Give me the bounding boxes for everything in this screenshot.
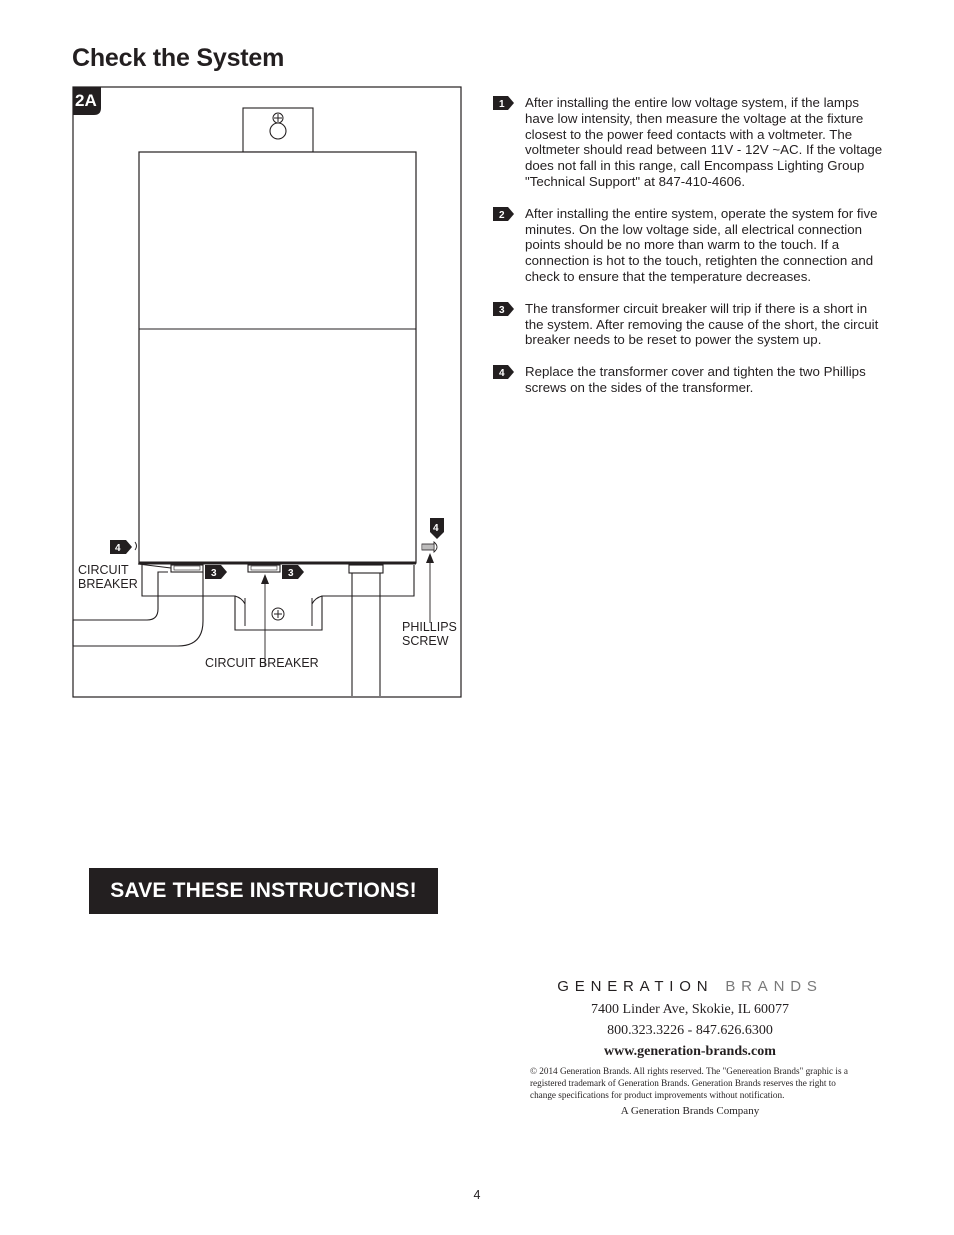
step-2-badge-icon [493, 207, 515, 221]
housing-screw-icon [272, 608, 284, 620]
figure-id: 2A [75, 91, 97, 110]
svg-text:3: 3 [288, 568, 294, 579]
page-title: Check the System [72, 44, 285, 72]
brand-logo [530, 978, 850, 995]
footer-address: 7400 Linder Ave, Skokie, IL 60077 [591, 1002, 789, 1017]
step-4-text: Replace the transformer cover and tighten the two Phillips screws on the sides of the transformer. [525, 364, 866, 395]
step-4-badge-icon [493, 365, 515, 379]
label-circuit-breaker-left: CIRCUIT BREAKER [78, 563, 138, 591]
step-1-badge-icon [493, 96, 515, 110]
brand-primary: GENERATION [557, 978, 714, 995]
footer-legal: © 2014 Generation Brands. All rights reserved. The "Genereation Brands" graphic is a registered trademark of Generation Brands. Generation Brands reserves the right to change specifications for product improvements without notification. [530, 1066, 848, 1100]
step-2-text: After installing the entire system, operate the system for five minutes. On the low voltage side, all electrical connection points should be no more than warm to the touch. If a connection is hot to the touch, retighten the connection and check to ensure that the temperature decreases. [525, 205, 878, 284]
footer-phone: 800.323.3226 - 847.626.6300 [607, 1023, 773, 1038]
step-2 [493, 206, 885, 285]
footer-company: A Generation Brands Company [620, 1105, 760, 1117]
svg-text:1: 1 [499, 99, 505, 110]
label-phillips-screw: PHILLIPS SCREW [402, 620, 457, 648]
step-1-text: After installing the entire low voltage system, if the lamps have low intensity, then measure the voltage at the fixture closest to the power feed contacts with a voltmeter. The voltmeter should read between 11V - 12V ~AC. If the voltage does not fall in this range, call Encompass Lighting Group "Technical Support" at 847-410-4606. [525, 95, 883, 189]
step-3-badge-icon [493, 302, 515, 316]
mount-screw-icon [273, 113, 283, 123]
svg-text:3: 3 [499, 304, 505, 316]
instruction-steps [493, 95, 885, 412]
svg-text:2: 2 [499, 209, 505, 221]
step-1 [493, 95, 885, 190]
transformer-illustration [72, 86, 462, 698]
page-number: 4 [473, 1188, 481, 1202]
footer-website: www.generation-brands.com [604, 1044, 776, 1059]
brand-secondary: BRANDS [725, 978, 823, 995]
label-circuit-breaker-bottom: CIRCUIT BREAKER [205, 656, 319, 670]
step-3-text: The transformer circuit breaker will trip if there is a short in the system. After removing the cause of the short, the circuit breaker needs to be reset to power the system up. [525, 300, 879, 348]
step-3 [493, 301, 885, 348]
svg-text:4: 4 [433, 523, 439, 534]
footer [530, 978, 850, 1117]
svg-text:4: 4 [115, 543, 121, 554]
save-instructions-banner: SAVE THESE INSTRUCTIONS! [89, 868, 438, 914]
transformer-diagram [72, 86, 462, 698]
step-4 [493, 364, 885, 396]
svg-text:3: 3 [211, 568, 217, 579]
svg-text:4: 4 [499, 368, 505, 380]
